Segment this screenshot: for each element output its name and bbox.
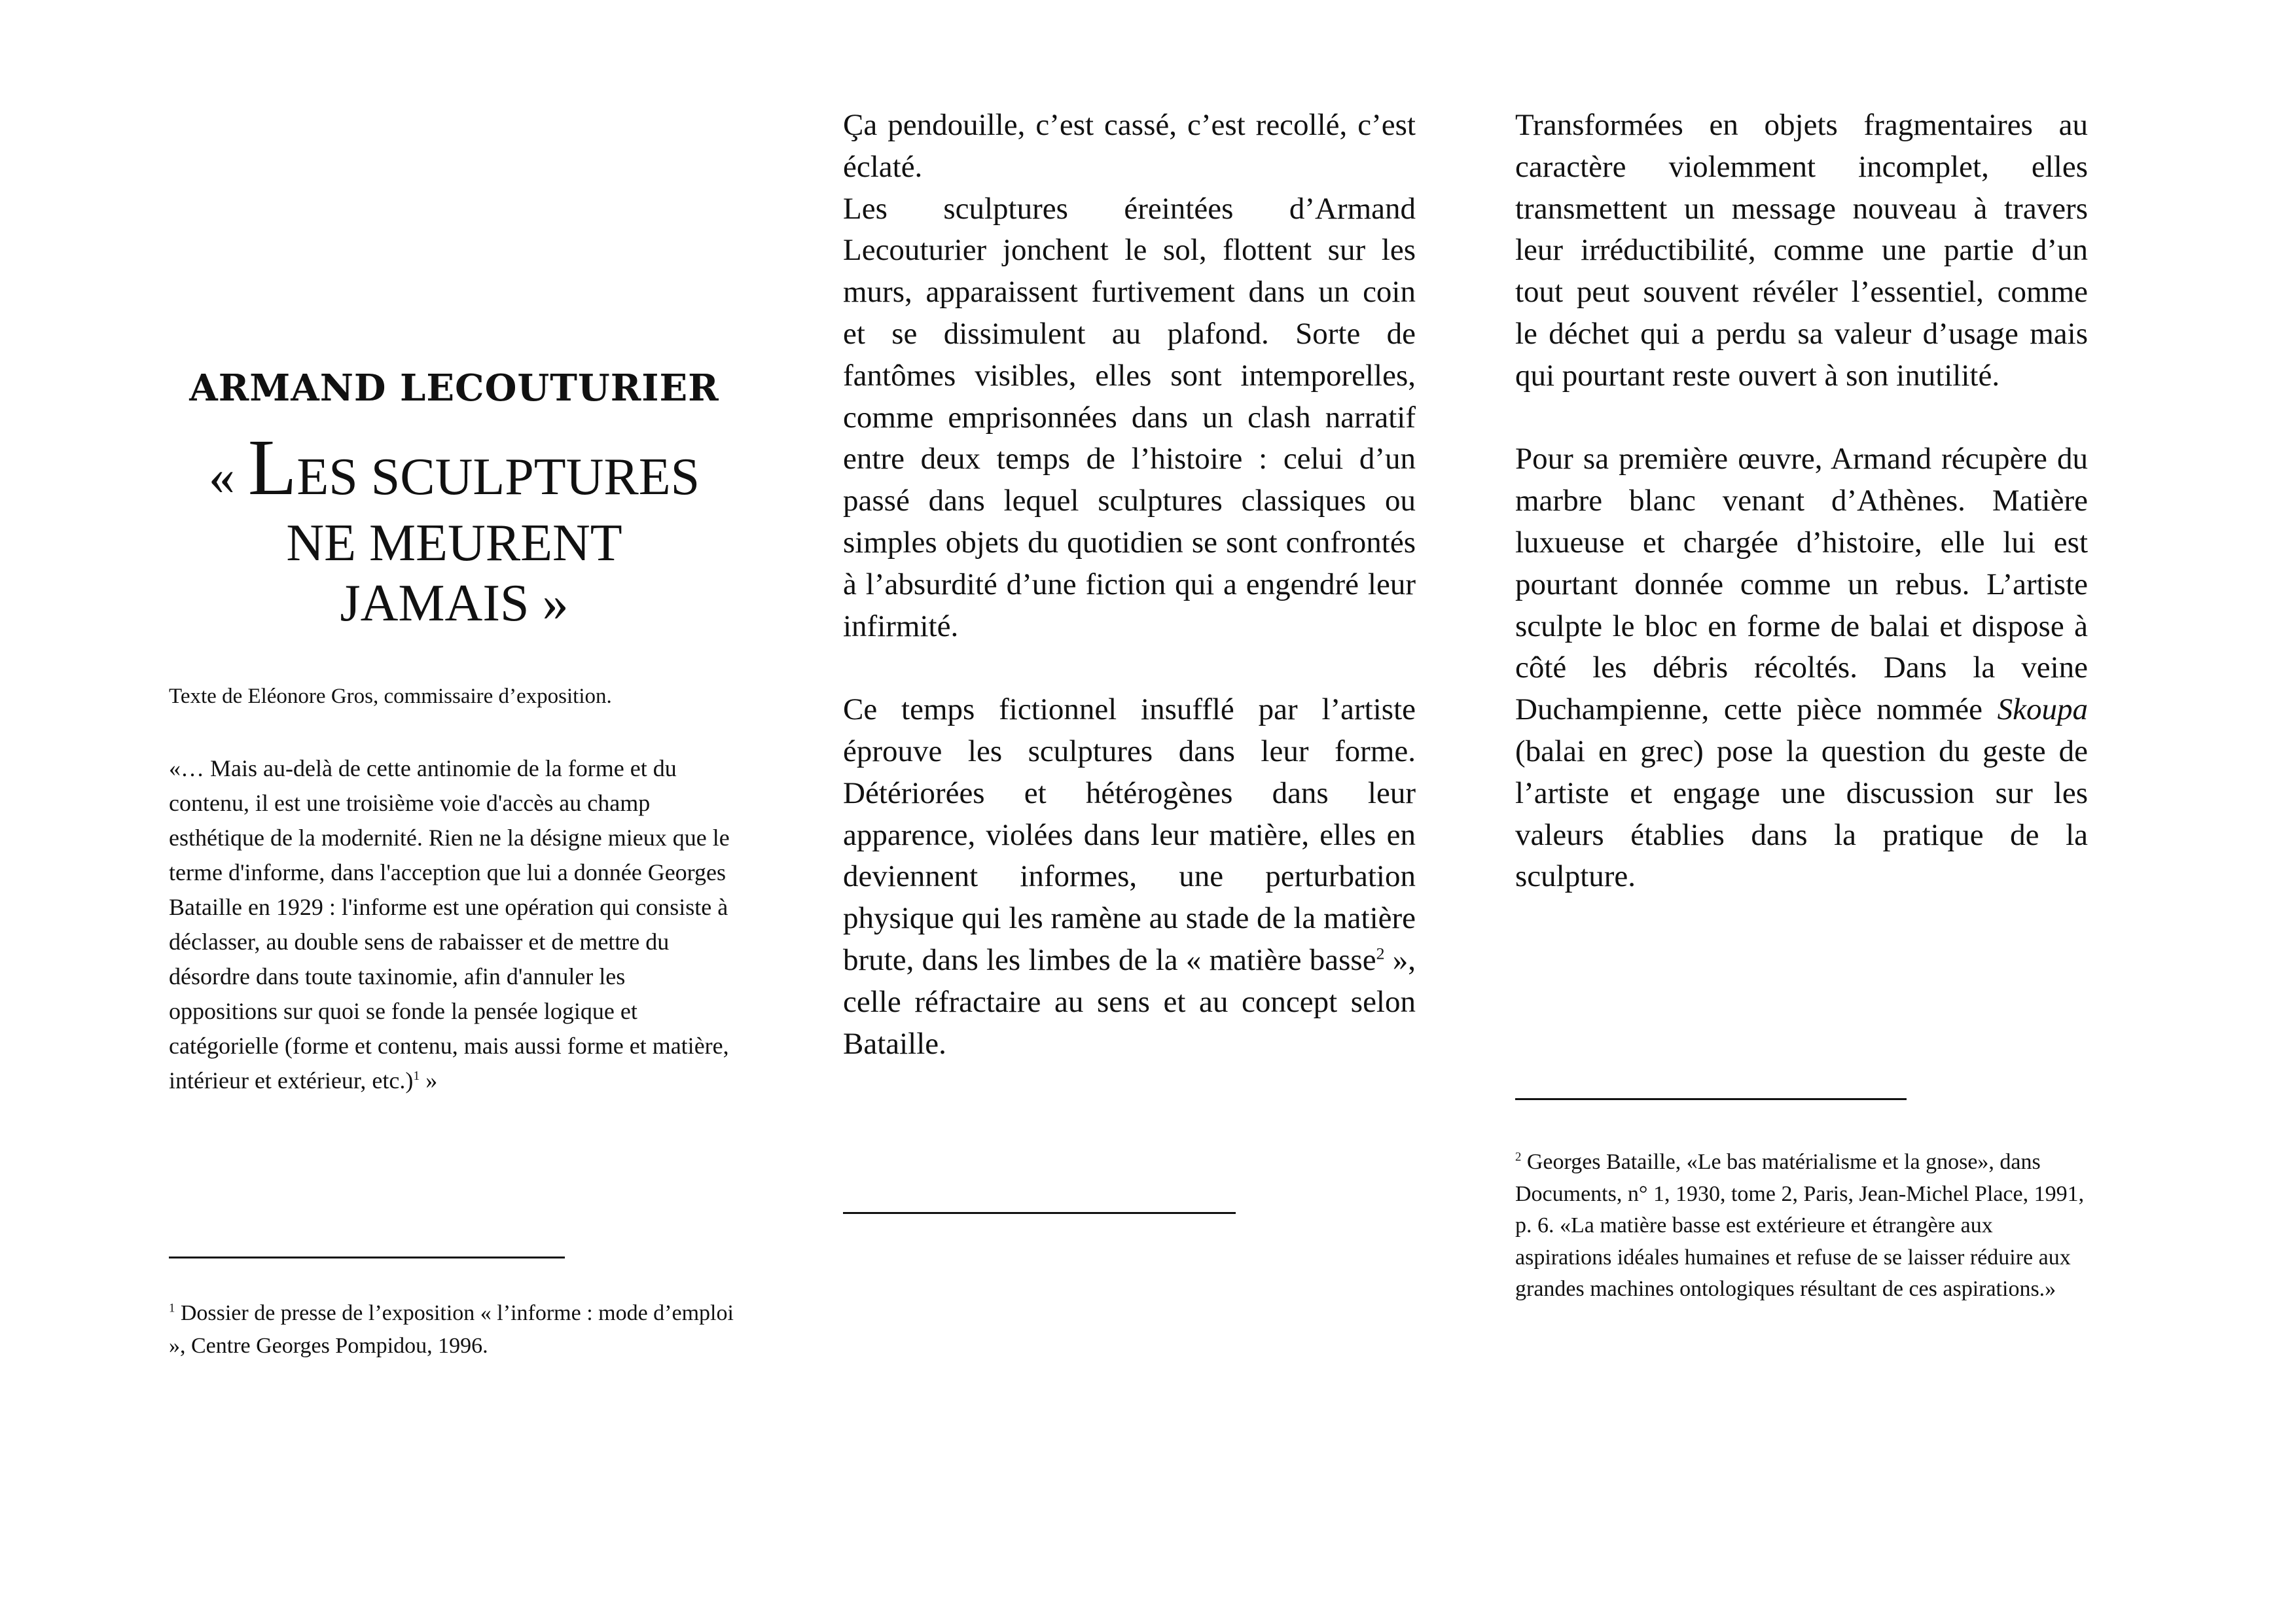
footnote-ref-2: 2 [1376, 944, 1385, 963]
artwork-title: Skoupa [1997, 692, 2088, 727]
paragraph: Ce temps fictionnel insufflé par l’artiste éprouve les sculptures dans leur forme. Détériorées et hétérogènes dans leur apparence, violées dans leur matière, elles en deviennent informes, une perturbation physique qui les ramène au stade de la matière brute, dans les limbes de la « matière basse$^2$ », celle réfractaire au sens et au concept selon Bataille. [843, 692, 1416, 1061]
title-line-1: « LES SCULPTURES [208, 423, 700, 512]
title-line-2: NE MEURENT [286, 514, 622, 572]
paragraph: Pour sa première œuvre, Armand récupère du marbre blanc venant d’Athènes. Matière luxueuse et chargée d’histoire, elle lui est pourtant donnée comme un rebus. L’artiste sculpte le bloc en forme de balai et dispose à côté les débris récoltés. Dans la veine Duchampienne, cette pièce nommée Skoupa (balai en grec) pose la question du geste de l’artiste et engage une discussion sur les valeurs établies dans la pratique de la sculpture. [1515, 442, 2088, 894]
footnote-rule [843, 1212, 1236, 1214]
footnote-ref-1: 1 [413, 1069, 420, 1083]
byline: Texte de Eléonore Gros, commissaire d’exposition. [169, 685, 612, 708]
middle-body-text [843, 105, 1416, 1065]
right-body-text [1515, 105, 2088, 898]
footnote-rule [1515, 1098, 1907, 1100]
quote-block: «… Mais au-delà de cette antinomie de la forme et du contenu, il est une troisième voie d'accès au champ esthétique de la modernité. Rien ne la désigne mieux que le terme d'informe, dans l'acception que lui a donnée Georges Bataille en 1929 : l'informe est une opération qui consiste à déclasser, au double sens de rabaisser et de mettre du désordre dans toute taxinomie, afin d'annuler les oppositions sur quoi se fonde la pensée logique et catégorielle (forme et contenu, mais aussi forme et matière, intérieur et extérieur, etc.)$^1$ » [169, 755, 730, 1094]
title-line-3: JAMAIS » [340, 575, 569, 632]
paragraph: Ça pendouille, c’est cassé, c’est recollé, c’est éclaté. [843, 108, 1416, 184]
footnote-rule [169, 1257, 565, 1258]
paragraph: Les sculptures éreintées d’Armand Lecouturier jonchent le sol, flottent sur les murs, apparaissent furtivement dans un coin et se dissimulent au plafond. Sorte de fantômes visibles, elles sont intemporelles, comme emprisonnées dans un clash narratif entre deux temps de l’histoire : celui d’un passé dans lequel sculptures classiques ou simples objets du quotidien se sont confrontés à l’absurdité d’une fiction qui a engendré leur infirmité. [843, 191, 1416, 643]
paragraph: Transformées en objets fragmentaires au caractère violemment incomplet, elles transmettent un message nouveau à travers leur irréductibilité, comme une partie d’un tout peut souvent révéler l’essentiel, comme le déchet qui a perdu sa valeur d’usage mais qui pourtant reste ouvert à son inutilité. [1515, 108, 2088, 393]
footnote-2: $^2$ Georges Bataille, «Le bas matérialisme et la gnose», dans Documents, n° 1, 1930, tome 2, Paris, Jean-Michel Place, 1991, p. 6. «La matière basse est extérieure et étrangère aux aspirations idéales humaines et refuse de se laisser réduire aux grandes machines ontologiques résultant de ces aspirations.» [1515, 1150, 2085, 1301]
exhibition-title [169, 423, 740, 633]
title-big-initial: L [247, 423, 297, 512]
artist-name: ARMAND LECOUTURIER [189, 366, 719, 410]
footnote-1: $^1$ Dossier de presse de l’exposition « l’informe : mode d’emploi », Centre Georges Pompidou, 1996. [169, 1301, 734, 1358]
